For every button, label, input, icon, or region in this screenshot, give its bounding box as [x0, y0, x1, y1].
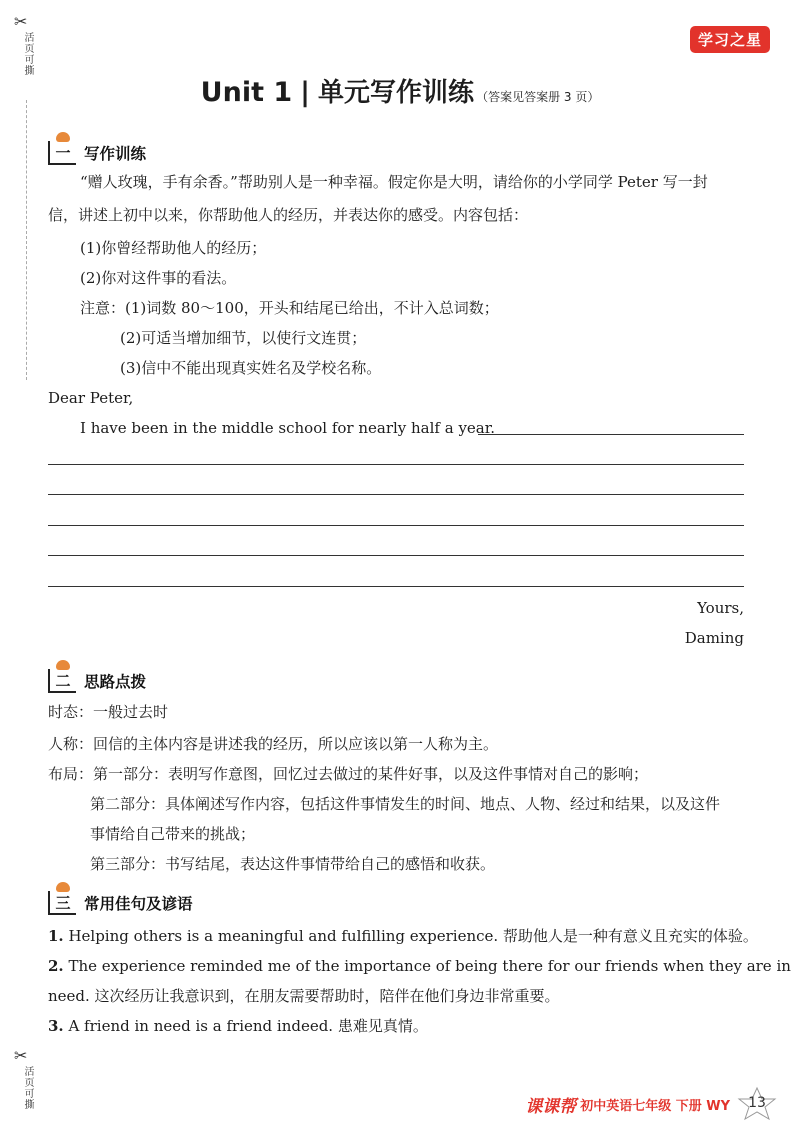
content-item-2: (2)你对这件事的看法。 — [80, 269, 237, 287]
tear-label: 活页可撕 — [22, 1066, 33, 1110]
section-title: 写作训练 — [84, 145, 147, 163]
sentence-1 — [48, 926, 758, 946]
section-header-writing — [48, 140, 146, 166]
section-number: 二 — [55, 671, 71, 690]
sentence-number: 3. — [48, 1017, 64, 1035]
tip-tense: 时态：一般过去时 — [48, 703, 169, 721]
letter-closing: Yours, — [697, 599, 744, 617]
sentence-2 — [48, 956, 791, 976]
scissors-icon: ✂ — [14, 1046, 28, 1065]
writing-line[interactable] — [478, 434, 744, 435]
section-title: 常用佳句及谚语 — [84, 895, 193, 913]
section-badge — [48, 669, 76, 693]
prompt-line-1: “赠人玫瑰，手有余香。”帮助别人是一种幸福。假定你是大明，请给你的小学同学 Peter 写一封 — [80, 173, 708, 191]
sentence-text: A friend in need is a friend indeed. 患难见真情。 — [68, 1017, 428, 1035]
note-2: (2)可适当增加细节，以使行文连贯； — [120, 329, 367, 347]
writing-line[interactable] — [48, 494, 744, 495]
section-dot-icon — [56, 660, 70, 670]
section-number: 三 — [55, 893, 71, 912]
title-divider: | — [300, 77, 311, 108]
sentence-3 — [48, 1016, 428, 1036]
letter-greeting: Dear Peter, — [48, 389, 134, 407]
tear-strip-top — [14, 14, 42, 76]
prompt-line-2: 信，讲述上初中以来，你帮助他人的经历，并表达你的感受。内容包括： — [48, 206, 529, 224]
letter-opening: I have been in the middle school for nearly half a year. — [80, 419, 496, 437]
section-header-sentences — [48, 890, 193, 916]
section-dot-icon — [56, 132, 70, 142]
note-1: 注意：(1)词数 80～100，开头和结尾已给出，不计入总词数； — [80, 299, 499, 317]
section-title: 思路点拨 — [84, 673, 147, 691]
tip-layout-part-3: 第三部分：书写结尾，表达这件事情带给自己的感悟和收获。 — [90, 855, 496, 873]
answer-note: （答案见答案册 3 页） — [476, 90, 600, 104]
title-main: 单元写作训练 — [318, 78, 475, 108]
section-number: 一 — [55, 143, 71, 162]
tip-layout-part-1: 布局：第一部分：表明写作意图，回忆过去做过的某件好事，以及这件事情对自己的影响； — [48, 765, 649, 783]
tear-label: 活页可撕 — [22, 32, 33, 76]
page-footer — [525, 1086, 780, 1122]
tear-dashed-line — [26, 100, 27, 380]
sentence-number: 2. — [48, 957, 64, 975]
section-badge — [48, 891, 76, 915]
note-3: (3)信中不能出现真实姓名及学校名称。 — [120, 359, 382, 377]
footer-grade: 初中英语七年级 下册 WY — [580, 1098, 730, 1114]
scissors-icon: ✂ — [14, 12, 28, 31]
section-dot-icon — [56, 882, 70, 892]
page-number-badge — [734, 1086, 780, 1122]
writing-line[interactable] — [48, 555, 744, 556]
tip-person: 人称：回信的主体内容是讲述我的经历，所以应该以第一人称为主。 — [48, 735, 499, 753]
sentence-text: The experience reminded me of the importance of being there for our friends when they are in — [68, 957, 791, 975]
tip-layout-part-2b: 事情给自己带来的挑战； — [90, 825, 256, 843]
brand-logo: 学习之星 — [690, 26, 770, 53]
page-title — [0, 72, 800, 109]
letter-signature: Daming — [684, 629, 744, 647]
tip-layout-part-2a: 第二部分：具体阐述写作内容，包括这件事情发生的时间、地点、人物、经过和结果，以及这件 — [90, 795, 721, 813]
sentence-number: 1. — [48, 927, 64, 945]
unit-label: Unit 1 — [200, 77, 293, 108]
writing-line[interactable] — [48, 586, 744, 587]
page-number: 13 — [748, 1095, 766, 1111]
footer-brand: 课课帮 — [525, 1096, 577, 1117]
writing-line[interactable] — [48, 525, 744, 526]
sentence-2-cont: need. 这次经历让我意识到，在朋友需要帮助时，陪伴在他们身边非常重要。 — [48, 987, 560, 1005]
sentence-text: Helping others is a meaningful and fulfilling experience. 帮助他人是一种有意义且充实的体验。 — [68, 927, 758, 945]
section-header-tips — [48, 668, 146, 694]
content-item-1: (1)你曾经帮助他人的经历； — [80, 239, 267, 257]
writing-line[interactable] — [48, 464, 744, 465]
tear-strip-bottom — [14, 1048, 42, 1110]
section-badge — [48, 141, 76, 165]
